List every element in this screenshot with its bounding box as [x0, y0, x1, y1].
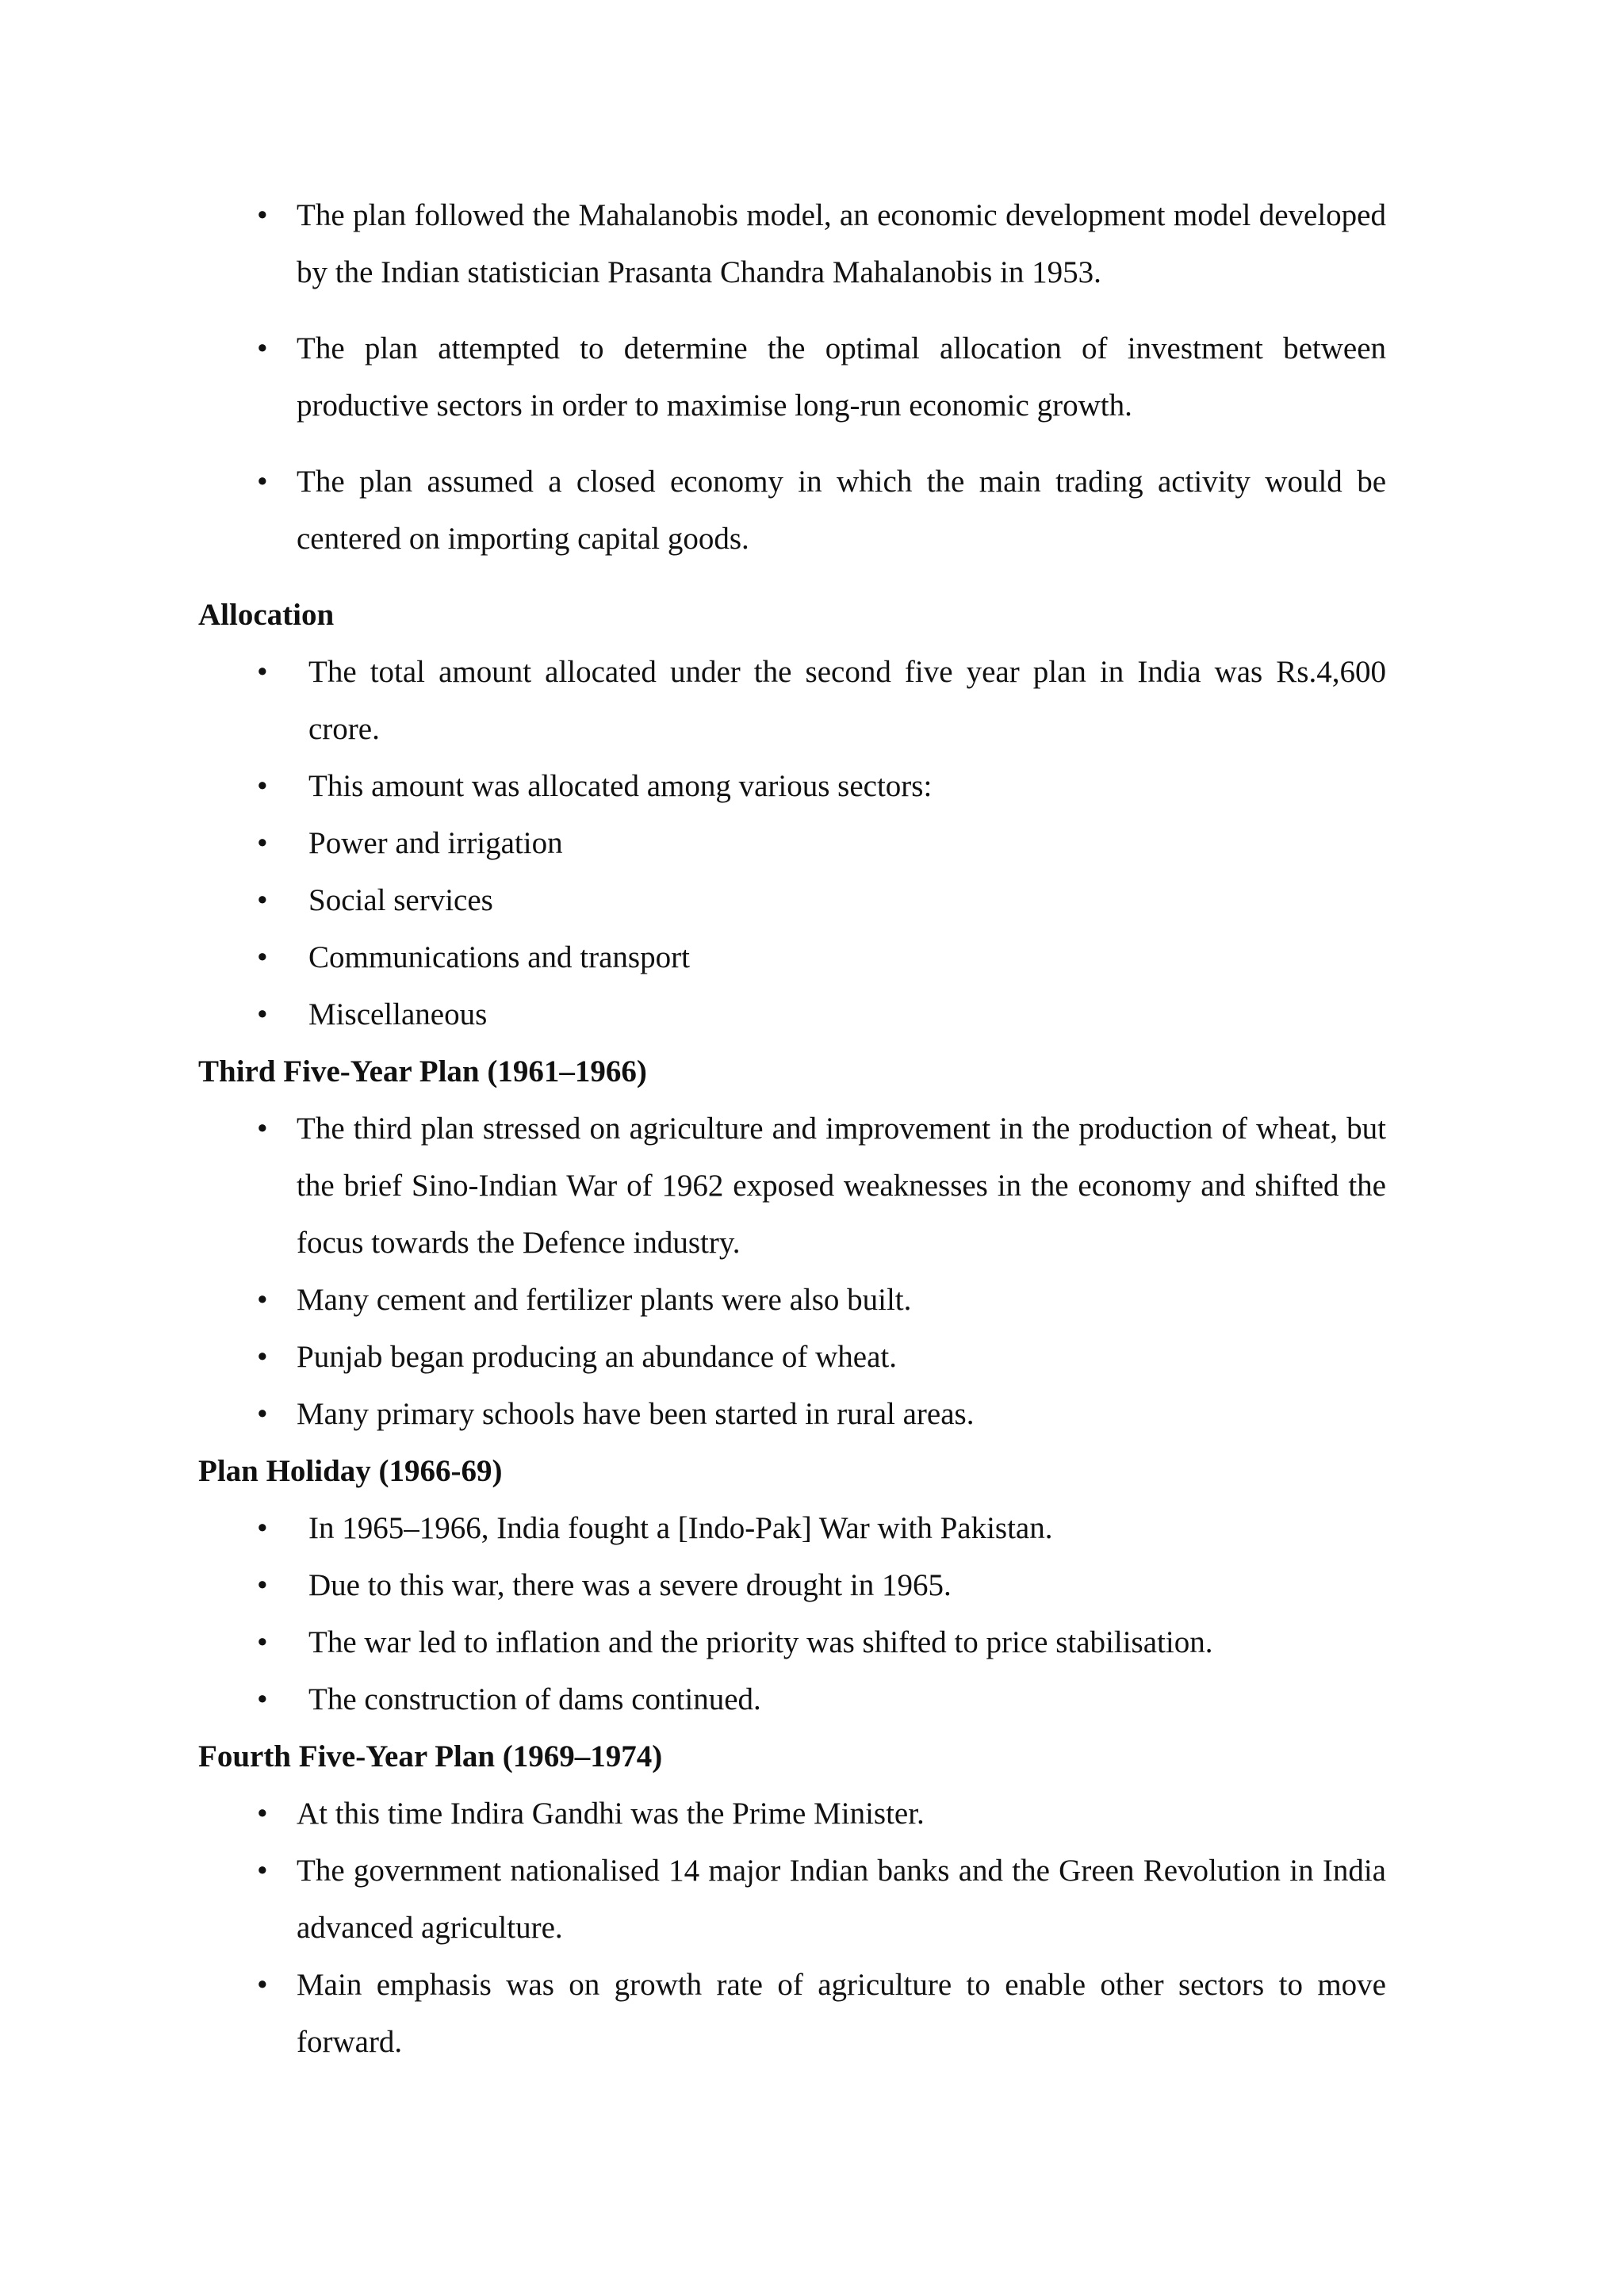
list-item: • The construction of dams continued.: [198, 1671, 1386, 1728]
list-item: • Communications and transport: [198, 929, 1386, 986]
bullet-icon: •: [257, 1397, 268, 1431]
list-item: • The government nationalised 14 major Indian banks and the Green Revolution in India advanced agriculture.: [198, 1843, 1386, 1957]
list-item: • The total amount allocated under the second five year plan in India was Rs.4,600 crore.: [198, 644, 1386, 758]
bullet-icon: •: [257, 1568, 268, 1602]
list-item: • Many cement and fertilizer plants were also built.: [198, 1272, 1386, 1329]
list-item: • The plan followed the Mahalanobis model, an economic development model developed by the Indian statistician Prasanta Chandra Mahalanobis in 1953.: [198, 187, 1386, 301]
bullet-icon: •: [257, 198, 268, 232]
bullet-icon: •: [257, 1283, 268, 1317]
bullet-icon: •: [257, 331, 268, 365]
list-item: • Miscellaneous: [198, 986, 1386, 1043]
bullet-icon: •: [257, 997, 268, 1031]
list-item: • The war led to inflation and the priority was shifted to price stabilisation.: [198, 1614, 1386, 1671]
section-heading-fourth-plan: Fourth Five-Year Plan (1969–1974): [198, 1739, 663, 1774]
list-item: • At this time Indira Gandhi was the Prime Minister.: [198, 1785, 1386, 1843]
section-heading-plan-holiday: Plan Holiday (1966-69): [198, 1454, 503, 1488]
list-item: • The plan attempted to determine the optimal allocation of investment between productive sectors in order to maximise long-run economic growth.: [198, 320, 1386, 434]
list-item: • Power and irrigation: [198, 815, 1386, 872]
bullet-icon: •: [257, 826, 268, 860]
list-item: • The plan assumed a closed economy in which the main trading activity would be centered on importing capital goods.: [198, 453, 1386, 568]
list-item: • Due to this war, there was a severe drought in 1965.: [198, 1557, 1386, 1614]
section-heading-third-plan: Third Five-Year Plan (1961–1966): [198, 1054, 647, 1089]
bullet-icon: •: [257, 1682, 268, 1716]
plan-holiday-bullet-list: [198, 1500, 1386, 1728]
allocation-bullet-list: [198, 644, 1386, 1043]
list-item: • Social services: [198, 872, 1386, 929]
bullet-icon: •: [257, 1340, 268, 1374]
bullet-icon: •: [257, 655, 268, 689]
bullet-icon: •: [257, 940, 268, 974]
document-body: [198, 187, 1386, 2071]
bullet-icon: •: [257, 769, 268, 803]
bullet-icon: •: [257, 1112, 268, 1146]
bullet-icon: •: [257, 1511, 268, 1545]
bullet-icon: •: [257, 1797, 268, 1831]
intro-bullet-list: [198, 187, 1386, 568]
fourth-plan-bullet-list: [198, 1785, 1386, 2071]
list-item: • In 1965–1966, India fought a [Indo-Pak] War with Pakistan.: [198, 1500, 1386, 1557]
list-item: • Main emphasis was on growth rate of agriculture to enable other sectors to move forward.: [198, 1957, 1386, 2071]
list-item: • Punjab began producing an abundance of wheat.: [198, 1329, 1386, 1386]
list-item: • Many primary schools have been started in rural areas.: [198, 1386, 1386, 1443]
bullet-icon: •: [257, 1625, 268, 1659]
section-heading-allocation: Allocation: [198, 598, 335, 632]
list-item: • The third plan stressed on agriculture and improvement in the production of wheat, but the brief Sino-Indian War of 1962 exposed weaknesses in the economy and shifted the focus towards the Defence industry.: [198, 1100, 1386, 1272]
bullet-icon: •: [257, 1854, 268, 1888]
bullet-icon: •: [257, 1968, 268, 2002]
third-plan-bullet-list: [198, 1100, 1386, 1443]
list-item: • This amount was allocated among various sectors:: [198, 758, 1386, 815]
bullet-icon: •: [257, 883, 268, 917]
bullet-icon: •: [257, 465, 268, 499]
